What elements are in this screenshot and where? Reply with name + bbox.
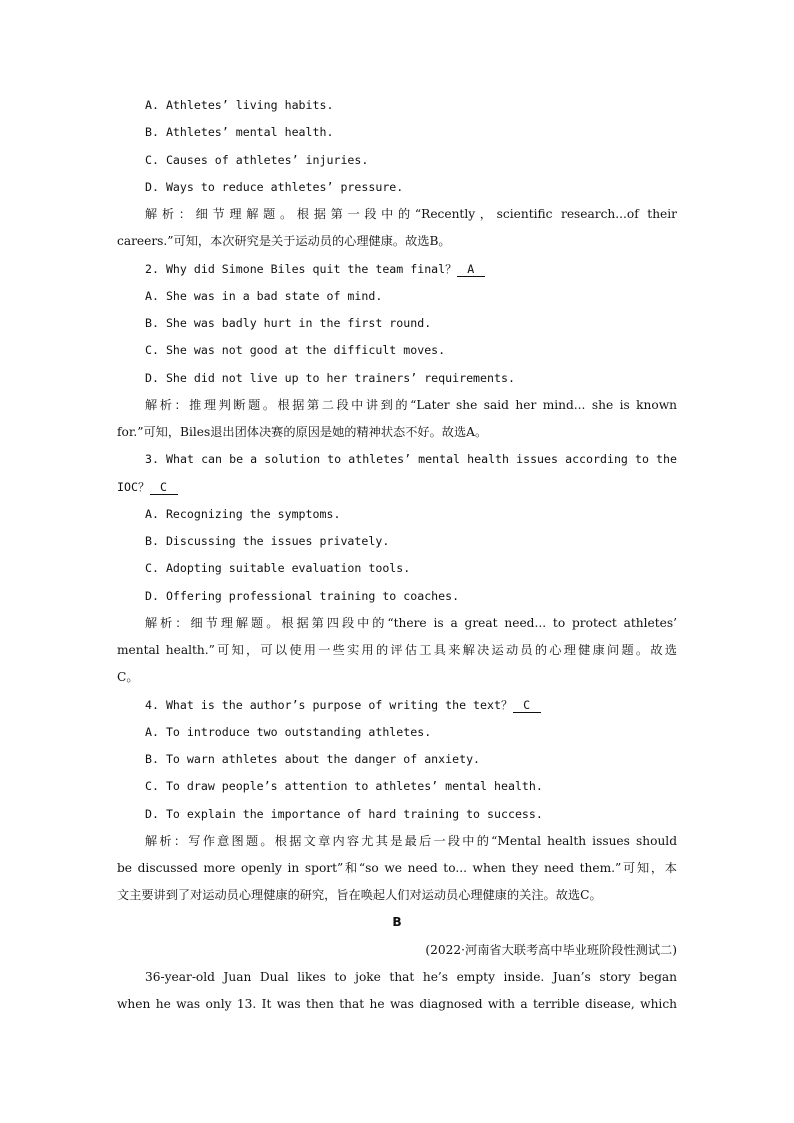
q1-option-b: B. Athletes’ mental health.	[145, 125, 334, 139]
q3-analysis-line: 解析：细节理解题。根据第四段中的“there is a great need... to protect athletes’	[145, 616, 677, 630]
q4-option-b: B. To warn athletes about the danger of anxiety.	[145, 752, 481, 766]
q2-option-d: D. She did not live up to her trainers’ requirements.	[145, 371, 515, 385]
q3-answer-blank: C	[150, 481, 178, 495]
q2-option-c: C. She was not good at the difficult moves.	[145, 343, 446, 357]
q3-option-b: B. Discussing the issues privately.	[145, 534, 390, 548]
passage-line: when he was only 13. It was then that he was diagnosed with a terrible disease, which	[117, 997, 677, 1011]
q1-analysis-line: 解析：细节理解题。根据第一段中的“Recently，scientific research...of their	[145, 207, 677, 221]
q2-analysis-line: 解析：推理判断题。根据第二段中讲到的“Later she said her mind... she is known	[145, 398, 677, 412]
q2-option-a: A. She was in a bad state of mind.	[145, 289, 383, 303]
q2-question-text: 2. Why did Simone Biles quit the team final？	[145, 262, 457, 276]
q4-question	[145, 697, 677, 713]
q3-question-line	[117, 479, 677, 495]
section-heading: B	[392, 915, 402, 929]
q4-option-c: C. To draw people’s attention to athletes’ mental health.	[145, 779, 543, 793]
q4-analysis-line: 解析：写作意图题。根据文章内容尤其是最后一段中的“Mental health issues should	[145, 834, 677, 848]
section-source: (2022·河南省大联考高中毕业班阶段性测试二)	[425, 943, 677, 957]
q1-option-d: D. Ways to reduce athletes’ pressure.	[145, 180, 404, 194]
q3-analysis-line: C。	[117, 670, 139, 684]
q2-analysis-line: for.”可知，Biles退出团体决赛的原因是她的精神状态不好。故选A。	[117, 425, 488, 439]
q4-answer-blank: C	[513, 699, 541, 713]
q4-option-d: D. To explain the importance of hard training to success.	[145, 807, 543, 821]
q3-question-line: 3. What can be a solution to athletes’ mental health issues according to the	[145, 452, 677, 466]
q3-option-a: A. Recognizing the symptoms.	[145, 507, 341, 521]
q4-question-text: 4. What is the author’s purpose of writing the text？	[145, 698, 513, 712]
q3-option-c: C. Adopting suitable evaluation tools.	[145, 561, 411, 575]
q2-question	[145, 261, 677, 277]
q1-option-a: A. Athletes’ living habits.	[145, 98, 334, 112]
q2-answer-blank: A	[457, 263, 485, 277]
q4-analysis-line: be discussed more openly in sport”和“so we need to... when they need them.”可知，本	[117, 861, 677, 875]
q1-option-c: C. Causes of athletes’ injuries.	[145, 153, 369, 167]
q3-question-text: IOC？	[117, 480, 150, 494]
q3-option-d: D. Offering professional training to coaches.	[145, 589, 460, 603]
q3-analysis-line: mental health.”可知，可以使用一些实用的评估工具来解决运动员的心理健康问题。故选	[117, 643, 677, 657]
passage-line: 36-year-old Juan Dual likes to joke that he’s empty inside. Juan’s story began	[145, 970, 677, 984]
q1-analysis-line: careers.”可知，本次研究是关于运动员的心理健康。故选B。	[117, 234, 451, 248]
q4-analysis-line: 文主要讲到了对运动员心理健康的研究，旨在唤起人们对运动员心理健康的关注。故选C。	[117, 888, 602, 902]
q2-option-b: B. She was badly hurt in the first round.	[145, 316, 432, 330]
q4-option-a: A. To introduce two outstanding athletes.	[145, 725, 432, 739]
